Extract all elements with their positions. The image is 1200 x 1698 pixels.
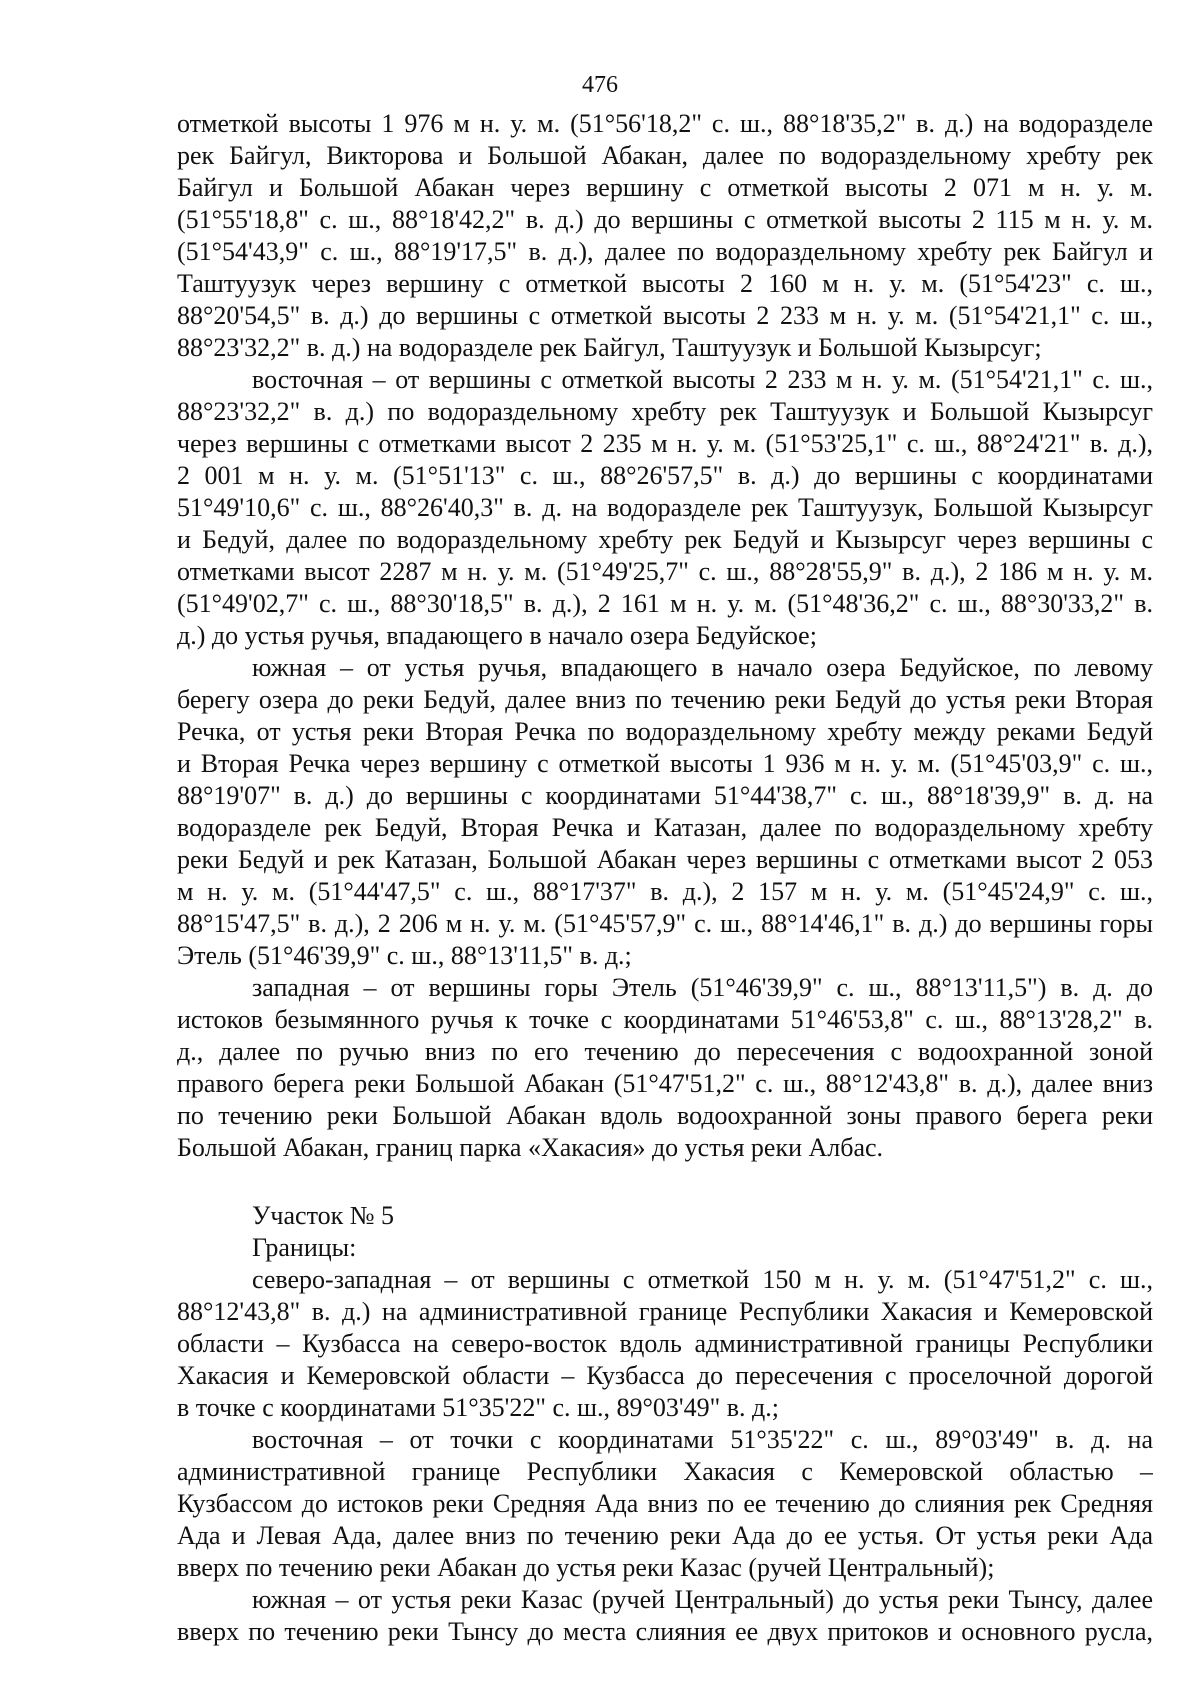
text-line: южная – от устья реки Казас (ручей Центральный) до устья реки Тынсу, далее [252, 1585, 1153, 1614]
section-subtitle: Границы: [252, 1233, 357, 1262]
text-line: истоков безымянного ручья к точке с координатами 51°46'53,8" с. ш., 88°13'28,2" в. [177, 1005, 1153, 1034]
text-line: отметками высот 2287 м н. у. м. (51°49'25,7" с. ш., 88°28'55,9" в. д.), 2 186 м н. у. м. [177, 557, 1153, 586]
text-line: по течению реки Большой Абакан вдоль водоохранной зоны правого берега реки [177, 1101, 1153, 1130]
text-line: 88°20'54,5" в. д.) до вершины с отметкой высоты 2 233 м н. у. м. (51°54'21,1" с. ш., [177, 301, 1153, 330]
text-line: южная – от устья ручья, впадающего в начало озера Бедуйское, по левому [252, 653, 1153, 682]
text-line: Речка, от устья реки Вторая Речка по водораздельному хребту между реками Бедуй [177, 717, 1153, 746]
text-line: реки Бедуй и рек Катазан, Большой Абакан через вершины с отметками высот 2 053 [177, 845, 1153, 874]
text-line: области – Кузбасса на северо-восток вдоль административной границы Республики [177, 1329, 1153, 1358]
text-line: в точке с координатами 51°35'22" с. ш., 89°03'49" в. д.; [177, 1393, 779, 1422]
text-line: (51°55'18,8" с. ш., 88°18'42,2" в. д.) до вершины с отметкой высоты 2 115 м н. у. м. [177, 205, 1153, 234]
text-line: Большой Абакан, границ парка «Хакасия» до устья реки Албас. [177, 1133, 884, 1162]
text-line: (51°54'43,9" с. ш., 88°19'17,5" в. д.), далее по водораздельному хребту рек Байгул и [177, 237, 1153, 266]
text-line: Байгул и Большой Абакан через вершину с отметкой высоты 2 071 м н. у. м. [177, 173, 1153, 202]
text-line: и Вторая Речка через вершину с отметкой высоты 1 936 м н. у. м. (51°45'03,9" с. ш., [177, 749, 1153, 778]
text-line: Кузбассом до истоков реки Средняя Ада вниз по ее течению до слияния рек Средняя [177, 1489, 1153, 1518]
text-line: Таштуузук через вершину с отметкой высоты 2 160 м н. у. м. (51°54'23" с. ш., [177, 269, 1153, 298]
text-line: 88°15'47,5" в. д.), 2 206 м н. у. м. (51°45'57,9" с. ш., 88°14'46,1" в. д.) до вершины горы [177, 909, 1153, 938]
text-line: Этель (51°46'39,9" с. ш., 88°13'11,5" в. д.; [177, 941, 632, 970]
text-line: Хакасия и Кемеровской области – Кузбасса до пересечения с проселочной дорогой [177, 1361, 1153, 1390]
text-line: восточная – от точки с координатами 51°35'22" с. ш., 89°03'49" в. д. на [252, 1425, 1153, 1454]
text-line: 88°23'32,2" в. д.) на водоразделе рек Байгул, Таштуузук и Большой Кызырсуг; [177, 333, 1042, 362]
text-line: правого берега реки Большой Абакан (51°47'51,2" с. ш., 88°12'43,8" в. д.), далее вниз [177, 1069, 1153, 1098]
text-line: отметкой высоты 1 976 м н. у. м. (51°56'18,2" с. ш., 88°18'35,2" в. д.) на водоразделе [177, 109, 1153, 138]
text-line: 51°49'10,6" с. ш., 88°26'40,3" в. д. на водоразделе рек Таштуузук, Большой Кызырсуг [177, 493, 1153, 522]
text-line: через вершины с отметками высот 2 235 м н. у. м. (51°53'25,1" с. ш., 88°24'21" в. д.), [177, 429, 1153, 458]
text-line: Ада и Левая Ада, далее вниз по течению реки Ада до ее устья. От устья реки Ада [177, 1521, 1153, 1550]
text-line: (51°49'02,7" с. ш., 88°30'18,5" в. д.), 2 161 м н. у. м. (51°48'36,2" с. ш., 88°30'33,2" в. [177, 589, 1153, 618]
text-line: рек Байгул, Викторова и Большой Абакан, далее по водораздельному хребту рек [177, 141, 1153, 170]
text-line: вверх по течению реки Абакан до устья реки Казас (ручей Центральный); [177, 1553, 995, 1582]
text-line: северо-западная – от вершины с отметкой 150 м н. у. м. (51°47'51,2" с. ш., [252, 1265, 1153, 1294]
text-line: 2 001 м н. у. м. (51°51'13" с. ш., 88°26'57,5" в. д.) до вершины с координатами [177, 461, 1153, 490]
section-title: Участок № 5 [252, 1201, 395, 1230]
text-line: 88°19'07" в. д.) до вершины с координатами 51°44'38,7" с. ш., 88°18'39,9" в. д. на [177, 781, 1153, 810]
text-line: водоразделе рек Бедуй, Вторая Речка и Катазан, далее по водораздельному хребту [177, 813, 1153, 842]
text-line: 88°12'43,8" в. д.) на административной границе Республики Хакасия и Кемеровской [177, 1297, 1153, 1326]
text-line: и Бедуй, далее по водораздельному хребту рек Бедуй и Кызырсуг через вершины с [177, 525, 1153, 554]
text-line: административной границе Республики Хакасия с Кемеровской областью – [177, 1457, 1153, 1486]
text-line: м н. у. м. (51°44'47,5" с. ш., 88°17'37" в. д.), 2 157 м н. у. м. (51°45'24,9" с. ш., [177, 877, 1153, 906]
page-number: 476 [582, 72, 618, 98]
text-line: восточная – от вершины с отметкой высоты 2 233 м н. у. м. (51°54'21,1" с. ш., [252, 365, 1153, 394]
text-line: д.) до устья ручья, впадающего в начало озера Бедуйское; [177, 621, 817, 650]
text-line: вверх по течению реки Тынсу до места слияния ее двух притоков и основного русла, [177, 1617, 1153, 1646]
text-line: 88°23'32,2" в. д.) по водораздельному хребту рек Таштуузук и Большой Кызырсуг [177, 397, 1153, 426]
text-line: берегу озера до реки Бедуй, далее вниз по течению реки Бедуй до устья реки Вторая [177, 685, 1153, 714]
text-line: д., далее по ручью вниз по его течению до пересечения с водоохранной зоной [177, 1037, 1153, 1066]
text-line: западная – от вершины горы Этель (51°46'39,9" с. ш., 88°13'11,5") в. д. до [252, 973, 1153, 1002]
